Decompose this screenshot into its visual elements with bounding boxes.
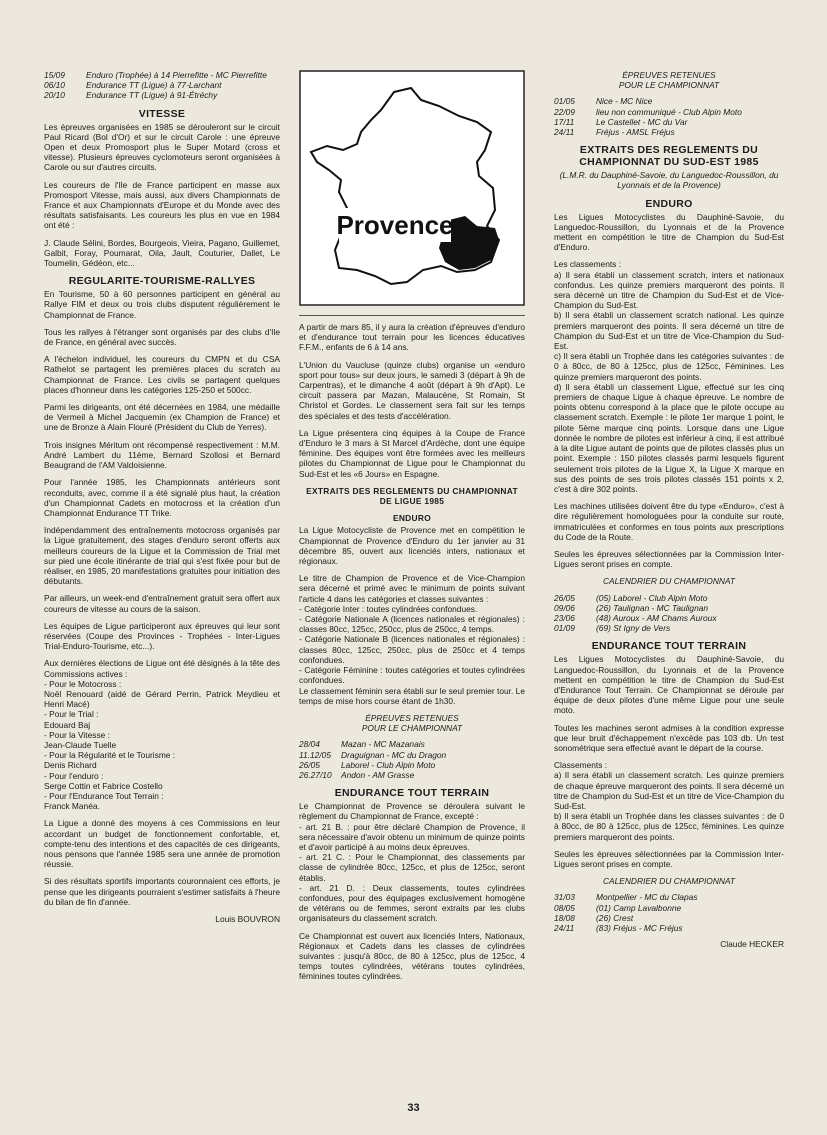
paragraph: A l'échelon individuel, les coureurs du CMPN et du CSA Rathelot se partagent les premières places du scratch au Championnat de France. Les civils se partagent quelques places d'honneur dans les catégories 125-250 et 500cc. (44, 354, 280, 395)
paragraph: Aux dernières élections de Ligue ont été désignés à la tête des Commissions actives : - Pour le Motocross : Noël Renouard (aidé de Gérard Perrin, Patrick Meydieu et Henri Macé) - Pour le Trial : Edouard Baj - Pour la Vitesse : Jean-Claude Tuelle - Pour la Régularité et le Tourisme : Denis Richard - Pour l'enduro : Serge Cottin et Fabrice Costello - Pour l'Endurance Tout Terrain : Franck Manéa. (44, 658, 280, 812)
section-title-retenues: ÉPREUVES RETENUES POUR LE CHAMPIONNAT (618, 70, 720, 91)
column-right (554, 70, 784, 949)
paragraph: Le Championnat de Provence se déroulera suivant le règlement du Championnat de France, excepté : - art. 21 B. : pour être déclaré Champion de Provence, il sera nécessaire d'avoir obtenu un minimum de quinze points et d'avoir participé à au moins deux épreuves. - art. 21 C. : Pour le Championnat, des classements par classe de cylindrée 80cc, 125cc, et plus de 125cc, seront établis. - art. 21 D. : Deux classements, toutes cylindrées confondues, pour des équipages exclusivement homogène de vétérans ou de femmes, seront extraits par les clubs organisateurs du classement scratch. (299, 801, 525, 924)
calendar-row: 01/05 Nice - MC Nice (554, 96, 653, 107)
calendar-row: 01/09 (69) St Igny de Vers (554, 623, 671, 634)
paragraph: J. Claude Sélini, Bordes, Bourgeois, Vieira, Pagano, Guillemet, Galbit, Foray, Poumarat, Oila, Jault, Couturier, Dallet, Le Toumelin, Gédéon, etc... (44, 237, 280, 269)
section-title-retenues: ÉPREUVES RETENUES POUR LE CHAMPIONNAT (361, 712, 463, 734)
calendar-row: 17/11 Le Castellet - MC du Var (554, 116, 688, 127)
paragraph: Les équipes de Ligue participeront aux épreuves qui leur sont réservées (Coupe des Provinces - Trophées - Inter-Ligues Trial-Enduro-Tourisme, etc...). (44, 620, 280, 652)
section-title-extraits: EXTRAITS DES REGLEMENTS DU CHAMPIONNAT DE LIGUE 1985 (306, 485, 518, 507)
paragraph: Toutes les machines seront admises à la condition expresse que leur bruit d'échappement n'excède pas 103 db. Un test sonométrique sera effectué avant le départ de la course. (554, 722, 784, 753)
provence-map (299, 70, 525, 306)
paragraph: La Ligue présentera cinq équipes à la Coupe de France d'Enduro le 3 mars à St Marcel d'Ardèche, dont une équipe féminine. Des équipes vont être formées avec les meilleurs pilotes du Championnat de Ligue pour le Championnat du Sud-Est et les «6 Jours» en Espagne. (299, 427, 525, 479)
calendar-row: 08/05 (01) Camp Lavalbonne (554, 902, 682, 913)
section-title-enduro: ENDURO (392, 513, 432, 524)
signature: Claude HECKER (720, 939, 784, 950)
calendar-list (554, 892, 784, 933)
paragraph: Les machines utilisées doivent être du type «Enduro», c'est à dire régulièrement homologuées pour la conduite sur route, immatriculées et conformes en tous points aux prescriptions du Code de la Route. (554, 501, 784, 542)
divider (299, 315, 525, 316)
paragraph: La Ligue a donné des moyens à ces Commissions en leur accordant un budget de fonctionnement confortable, et, compte-tenu des intentions et des capacités de ces dirigeants, nous pensons que l'année 1985 sera une année de promotion réussie. (44, 818, 280, 870)
section-title-extraits-sud-est: EXTRAITS DES REGLEMENTS DU CHAMPIONNAT DU SUD-EST 1985 (579, 144, 759, 169)
section-title-ett: ENDURANCE TOUT TERRAIN (591, 640, 747, 653)
paragraph: Les Ligues Motocyclistes du Dauphiné-Savoie, du Languedoc-Roussillon, du Lyonnais et de la Provence mettent en compétition le titre de Champion du Sud-Est d'Enduro. (554, 211, 784, 253)
calendar-title: CALENDRIER DU CHAMPIONNAT (603, 576, 735, 587)
section-title-regularite: REGULARITE-TOURISME-RALLYES (68, 275, 256, 288)
calendar-title: CALENDRIER DU CHAMPIONNAT (603, 876, 735, 887)
paragraph: En Tourisme, 50 à 60 personnes participent en général au Rallye FIM et deux ou trois clubs disputent régulièrement le Championnat de France. (44, 289, 280, 320)
calendar-row: 24/11 (83) Fréjus - MC Fréjus (554, 923, 683, 934)
paragraph: Classements : a) Il sera établi un classement scratch. Les quinze premiers de chaque épreuve marqueront des points. Il sera décerné un titre de Champion du Sud-Est et un titre de Vice-Champion du Sud-Est. b) Il sera établi un Trophée dans les classes suivantes : de 0 à 80cc, de 80 à 125cc, plus de 125cc, féminines. Les quinze premiers marqueront des points. (554, 760, 784, 842)
section-title-vitesse: VITESSE (138, 107, 186, 120)
paragraph: Les classements : a) Il sera établi un classement scratch, inters et nationaux confondus. Les quinze premiers marqueront des points. Il sera décerné un titre de Champion du Sud-Est et de Vice-Champion du Sud-Est. b) Il sera établi un classement scratch national. Les quinze premiers marqueront des points. Il sera décerné un titre de Champion du Sud-Est et un titre de Vice-Champion du Sud-Est. c) Il sera établi un Trophée dans les catégories suivantes : de 0 à 80cc, de 80 à 125cc, plus de 125cc, Féminines. Les quinze premiers marqueront des points. d) Il sera établi un classement Ligue, effectué sur les cinq premiers de chaque Ligue à chaque épreuve. Le nombre de points obtenu correspond à la place que le pilote occupe au classement scratch. Exemple : le pilote 1er marque 1 point, le pilote 5ème marque cinq points. Lorsque dans une Ligue donnée le nombre de pilotes est inférieur à cinq, il est attribué à la dite Ligue autant de points que de pilotes classés plus un point. Exemple : 150 pilotes classés parmi lesquels figurent seulement trois pilotes de la Ligue X, la Ligue X marque en sus des points de ses trois pilotes classés 151 points x 2, c'est à dire 302 points. (554, 259, 784, 494)
calendar-row: 22/09 lieu non communiqué - Club Alpin Moto (554, 106, 742, 117)
paragraph: Seules les épreuves sélectionnées par la Commission Inter-Ligues seront prises en compte. (554, 848, 784, 869)
paragraph: L'Union du Vaucluse (quinze clubs) organise un «enduro sport pour tous» sur deux jours, le samedi 3 (départ à 9h de Carpentras), et le dimanche 4 août (départ à 9h d'Apt). Le circuit passera par Mazan, Malaucène, St Romain, St Christol et Gordes. Le classement sera fait sur les temps des spéciales et des tests d'accélération. (299, 359, 525, 421)
calendar-row: 26/05 (05) Laborel - Club Alpin Moto (554, 592, 708, 603)
paragraph: Les Ligues Motocyclistes du Dauphiné-Savoie, du Languedoc-Roussillon, du Lyonnais et de la Provence mettent en compétition le titre de Champion du Sud-Est d'Endurance Tout Terrain. Ce Championnat se déroule par équipe de deux pilotes d'une même Ligue pour une seule moto. (554, 654, 784, 716)
paragraph: Seules les épreuves sélectionnées par la Commission Inter-Ligues seront prises en compte. (554, 548, 784, 570)
calendar-list (554, 96, 784, 137)
paragraph: Les coureurs de l'Ile de France participent en masse aux Promosport Vitesse, mais aussi, aux divers Championnats de France et aux Championnats d'Europe et du Monde avec des résultats satisfaisants. Les coureurs les plus en vue en 1984 ont été : (44, 179, 280, 231)
calendar-row: 18/08 (26) Crest (554, 912, 634, 923)
calendar-row: 26.27/10 Andon - AM Grasse (299, 769, 415, 780)
paragraph: Trois insignes Méritum ont récompensé respectivement : M.M. André Lambert du 11ème, Bernard Szollosi et Bernard Beaugrand de l'AM Valdoisienne. (44, 439, 280, 471)
paragraph: Pour l'année 1985, les Championnats antérieurs sont reconduits, avec, comme il a été signalé plus haut, la création d'un Championnat Cadets en motocross et la création d'un Championnat Endurance TT Trike. (44, 477, 280, 518)
calendar-row: 23/06 (48) Auroux - AM Chams Auroux (554, 612, 717, 623)
paragraph: Les épreuves organisées en 1985 se dérouleront sur le circuit Paul Ricard (Bol d'Or) et sur le circuit Carole : une épreuve Open et deux Promosport plus le Super Motard (cross et vitesse). Plusieurs épreuves cyclomoteurs seront organisées à Carole ou sur d'autres circuits. (44, 121, 280, 173)
signature: Louis BOUVRON (215, 914, 280, 925)
calendar-row: 06/10 Endurance TT (Ligue) à 77-Larchant (44, 80, 222, 91)
calendar-row: 28/04 Mazan - MC Mazanais (299, 739, 425, 750)
paragraph: Parmi les dirigeants, ont été décernées en 1984, une médaille de Vermeil à Michel Jacquemin (ex Champion de France) et une de Bronze à Alain Flouré (Président du Club de Yerres). (44, 402, 280, 433)
calendar-list (554, 593, 784, 634)
page-number: 33 (407, 1102, 420, 1114)
calendar-row: 15/09 Enduro (Trophée) à 14 Pierrefitte - MC Pierrefitte (44, 70, 267, 80)
calendar-row: 26/05 Laborel - Club Alpin Moto (299, 759, 436, 770)
calendar-row: 31/03 Montpellier - MC du Clapas (554, 892, 698, 903)
paragraph: A partir de mars 85, il y aura la création d'épreuves d'enduro et d'endurance tout terrain pour les licences éducatives F.F.M., enfants de 6 à 14 ans. (299, 322, 525, 353)
calendar-row: 24/11 Fréjus - AMSL Fréjus (554, 127, 675, 138)
column-left (44, 70, 280, 924)
paragraph: Si des résultats sportifs importants couronnaient ces efforts, je pense que les dirigeants pourraient s'estimer satisfaits à l'heure du bilan de fin d'année. (44, 876, 280, 907)
calendar-row: 09/06 (26) Taulignan - MC Taulignan (554, 602, 709, 613)
paragraph: Indépendamment des entraînements motocross organisés par la Ligue gratuitement, des stages d'enduro seront offerts aux meilleurs coureurs de la Ligue et la Commission de Trial met sur pied une école itinérante de trial qui s'est fixée pour but de réaliser, en 1985, 20 manifestations gratuites pour initiation des débutants. (44, 525, 280, 587)
section-subtitle: (L.M.R. du Dauphiné-Savoie, du Languedoc-Roussillon, du Lyonnais et de la Provence) (559, 170, 779, 191)
paragraph: Ce Championnat est ouvert aux licenciés Inters, Nationaux, Régionaux et Cadets dans les classes de cylindrées suivantes : jusqu'à 80cc, de 80 à 125cc, plus de 125cc, 4 temps toutes cylindrées, vétérans toutes cylindrées, féminines toutes cylindrées. (299, 930, 525, 982)
section-title-ett: ENDURANCE TOUT TERRAIN (334, 787, 490, 800)
map-label: Provence (336, 210, 454, 240)
paragraph: Tous les rallyes à l'étranger sont organisés par des clubs d'Ile de France, en général avec succès. (44, 326, 280, 348)
calendar-row: 11.12/05 Draguignan - MC du Dragon (299, 749, 447, 760)
column-middle (299, 312, 525, 989)
calendar-row: 20/10 Endurance TT (Ligue) à 91-Étréchy (44, 90, 218, 101)
paragraph: La Ligue Motocycliste de Provence met en compétition le Championnat de Provence d'Enduro du 1er janvier au 31 décembre 85, ouvert aux licenciés inters, nationaux et régionaux. (299, 525, 525, 567)
calendar-list (299, 739, 525, 780)
paragraph: Le titre de Champion de Provence et de Vice-Champion sera décerné et primé avec le minimum de points suivant l'article 4 dans les catégories et classes suivantes : - Catégorie Inter : toutes cylindrées confondues. - Catégorie Nationale A (licences nationales et régionales) : classes 80cc, 125cc, 250cc, plus de 250cc, 4 temps. - Catégorie Nationale B (licences nationales et régionales) : classes 80cc, 125cc, 250cc, plus de 250cc et 4 temps confondues. - Catégorie Féminine : toutes catégories et toutes cylindrées confondues. Le classement féminin sera établi sur le seul premier tour. Le temps de mise hors course étant de 1h30. (299, 573, 525, 706)
top-calendar (44, 70, 280, 101)
section-title-enduro: ENDURO (645, 197, 693, 210)
paragraph: Par ailleurs, un week-end d'entraînement gratuit sera offert aux coureurs de vitesse au cours de la saison. (44, 593, 280, 614)
